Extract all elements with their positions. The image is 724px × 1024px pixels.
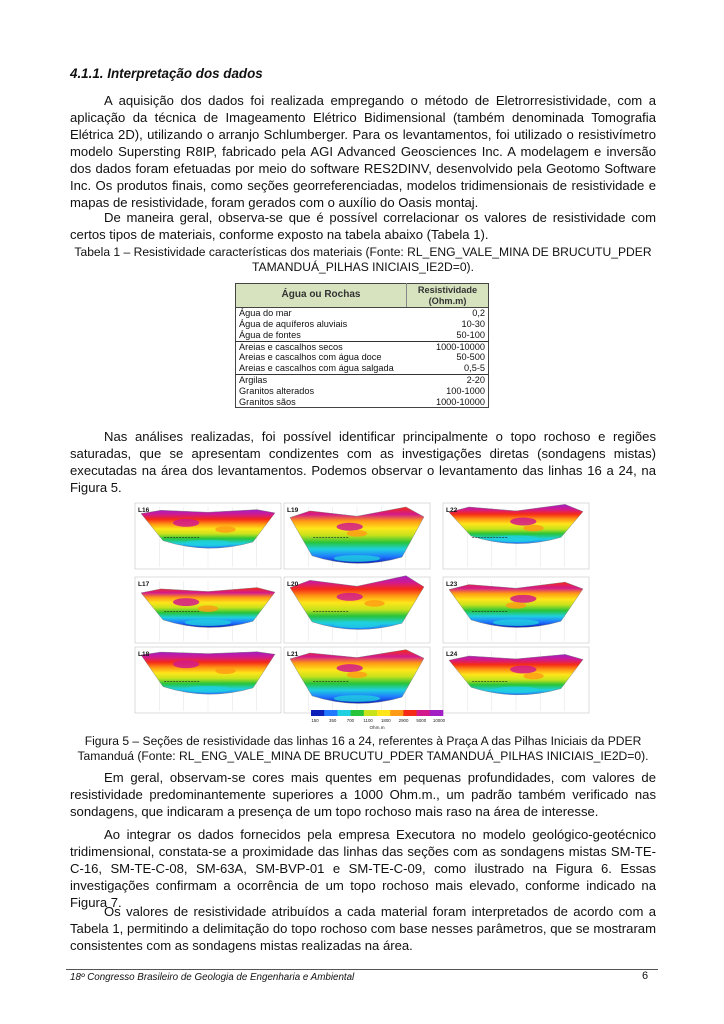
colorbar (311, 710, 446, 730)
table-caption: Tabela 1 – Resistividade características dos materiais (Fonte: RL_ENG_VALE_MINA DE BRUCUTU_PDER TAMANDUÁ_PILHAS INICIAIS_IE2D=0). (74, 245, 652, 274)
paragraph-integration: Ao integrar os dados fornecidos pela empresa Executora no modelo geológico-geotécnico tridimensional, constata-se a proximidade das linhas das seções com as sondagens mistas SM-TE-C-16, SM-TE-C-08, SM-63A, SM-BVP-01 e SM-TE-C-09, como ilustrado na Figura 6. Essas investigações confirmam a ocorrência de um topo rochoso mais elevado, conforme indicado na Figura 7. (70, 827, 656, 910)
panel-label: L22 (446, 507, 458, 514)
paragraph-conclusion: Os valores de resistividade atribuídos a cada material foram interpretados de acordo com a Tabela 1, permitindo a delimitação do topo rochoso com base nesses parâmetros, que se mostraram consistentes com as sondagens mistas realizadas na área. (70, 904, 656, 953)
paragraph-interpretation: Em geral, observam-se cores mais quentes em pequenas profundidades, com valores de resistividade predominantemente superiores a 1000 Ohm.m., um padrão também verificado nas sondagens, que indicaram a presença de um topo rochoso mais raso na área de interesse. (70, 770, 656, 819)
panel-label: L16 (138, 507, 150, 514)
colorbar-unit: Ohm.m (369, 725, 385, 730)
section-panel (135, 647, 281, 713)
section-panel (135, 503, 281, 569)
resistivity-cell: 2-20 (407, 374, 489, 385)
section-panel (443, 503, 589, 569)
section-panel (284, 503, 430, 569)
footer-conference: 18º Congresso Brasileiro de Geologia de Engenharia e Ambiental (70, 972, 355, 983)
table-row (236, 319, 489, 330)
resistivity-cell: 10-30 (461, 319, 485, 330)
colorbar-tick: 150 (311, 718, 319, 723)
colorbar-tick: 1800 (380, 718, 391, 723)
section-panel (443, 647, 589, 713)
table-row (236, 352, 489, 363)
section-heading: 4.1.1. Interpretação dos dados (70, 66, 263, 81)
table-header-row (236, 284, 489, 308)
resistivity-table (235, 283, 489, 408)
panel-label: L20 (287, 581, 299, 588)
header-material: Água ou Rochas (236, 284, 407, 308)
section-panel (284, 576, 430, 643)
page-number: 6 (642, 970, 649, 982)
table-row (236, 397, 489, 408)
material-cell: Areias e cascalhos com água salgada (239, 363, 394, 374)
table-row (236, 330, 489, 341)
material-cell: Areias e cascalhos secos (236, 341, 407, 352)
panel-label: L18 (138, 651, 150, 658)
material-cell: Água do mar (239, 308, 292, 319)
resistivity-cell: 0,5-5 (464, 363, 485, 374)
resistivity-cell: 0,2 (472, 308, 485, 319)
resistivity-cell: 50-500 (456, 352, 485, 363)
table-row (236, 341, 489, 352)
material-cell: Água de aquíferos aluviais (239, 319, 348, 330)
colorbar-tick: 5000 (416, 718, 427, 723)
resistivity-sections-figure (133, 501, 609, 730)
resistivity-cell: 100-1000 (446, 385, 485, 396)
paragraph-method: A aquisição dos dados foi realizada empregando o método de Eletrorresistividade, com a aplicação da técnica de Imageamento Elétrico Bidimensional (também denominada Tomografia Elétrica 2D), utilizando o arranjo Schlumberger. Para os levantamentos, foi utilizado o resistivímetro modelo Supersting R8IP, fabricado pela AGI Advanced Geosciences Inc. A modelagem e inversão dos dados foram efetuadas por meio do software RES2DINV, desenvolvido pela Geotomo Software Inc. Os produtos finais, como seções georreferenciadas, modelos tridimensionais de resistividade e mapas de resistividade, foram gerados com o auxílio do Oasis montaj. (70, 93, 656, 210)
colorbar-tick: 700 (346, 718, 355, 723)
section-panel (443, 577, 589, 643)
colorbar-tick: 10000 (432, 718, 446, 723)
material-cell: Areias e cascalhos com água doce (239, 352, 382, 363)
panel-label: L21 (287, 651, 299, 658)
paragraph-analysis: Nas análises realizadas, foi possível identificar principalmente o topo rochoso e regiões saturadas, que se apresentam condizentes com as investigações diretas (sondagens mistas) executadas na área dos levantamentos. Podemos observar o levantamento das linhas 16 a 24, na Figura 5. (70, 429, 656, 495)
section-panel (284, 647, 430, 713)
panel-label: L17 (138, 581, 150, 588)
material-cell: Água de fontes (239, 329, 301, 340)
material-cell: Granitos alterados (239, 385, 315, 396)
table-row (236, 386, 489, 397)
table-row (236, 363, 489, 374)
panel-label: L24 (446, 651, 458, 658)
panel-label: L23 (446, 581, 458, 588)
resistivity-cell: 1000-10000 (407, 341, 489, 352)
table-row (236, 374, 489, 385)
section-panel (135, 577, 281, 643)
figure-caption: Figura 5 – Seções de resistividade das linhas 16 a 24, referentes à Praça A das Pilhas Iniciais da PDER Tamanduá (Fonte: RL_ENG_VALE_MINA DE BRUCUTU_PDER TAMANDUÁ_PILHAS INICIAIS_IE2D=0). (77, 734, 649, 763)
resistivity-cell: 1000-10000 (435, 396, 485, 407)
footer-divider (66, 969, 658, 970)
material-cell: Argilas (236, 374, 407, 385)
colorbar-tick: 1100 (363, 718, 373, 723)
colorbar-tick: 2900 (398, 718, 409, 723)
colorbar-tick: 350 (329, 718, 337, 723)
header-resistivity: Resistividade (Ohm.m) (407, 284, 489, 308)
paragraph-correlation: De maneira geral, observa-se que é possível correlacionar os valores de resistividade com certos tipos de materiais, conforme exposto na tabela abaixo (Tabela 1). (70, 210, 656, 242)
panel-label: L19 (287, 507, 299, 514)
material-cell: Granitos sãos (239, 396, 296, 407)
resistivity-cell: 50-100 (456, 329, 485, 340)
table-row (236, 308, 489, 319)
